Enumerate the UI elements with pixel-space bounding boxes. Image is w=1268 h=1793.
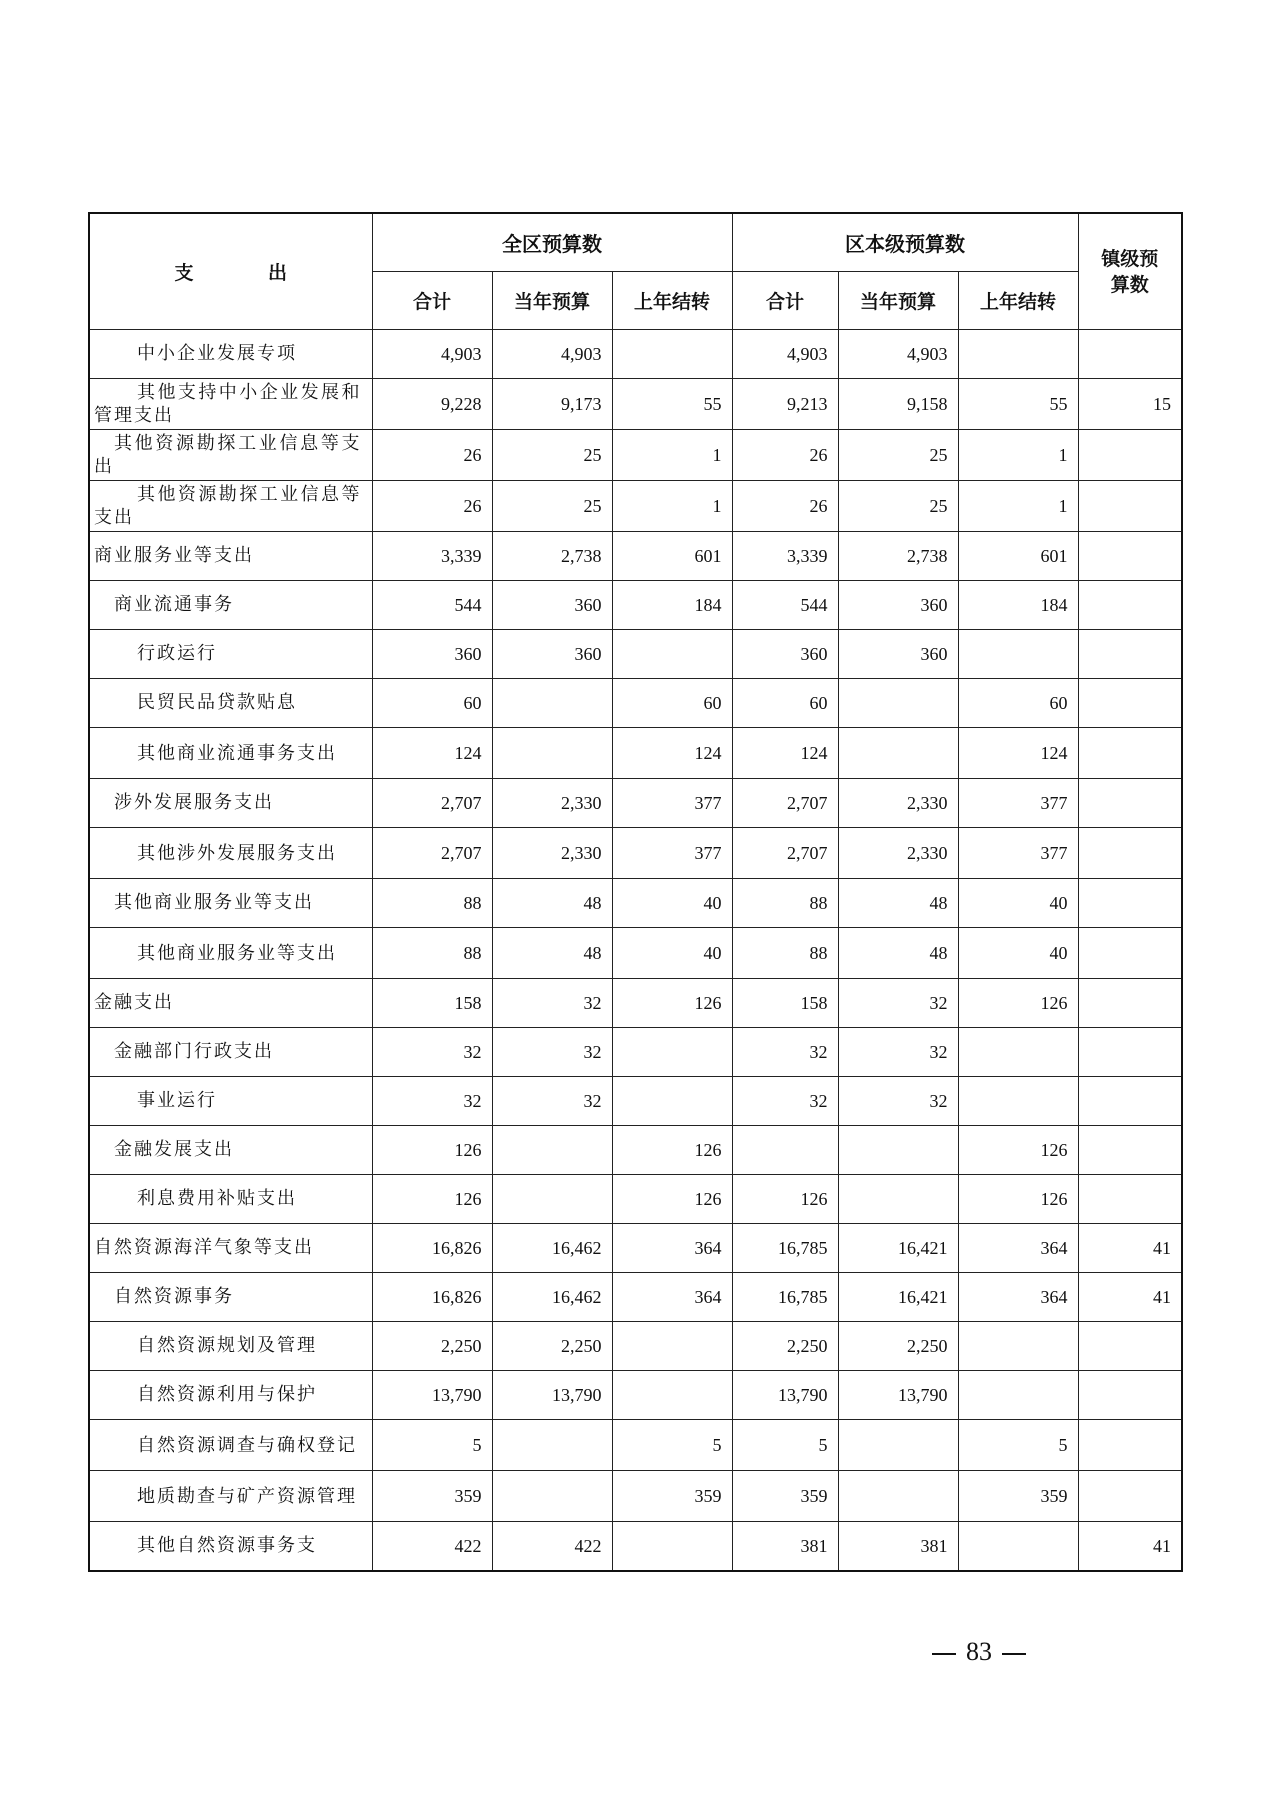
cell-district-total: 381 — [732, 1522, 838, 1572]
row-name: 其他资源勘探工业信息等支出 — [94, 433, 362, 477]
cell-district-carryover: 126 — [958, 979, 1078, 1028]
row-name-cell — [89, 1175, 372, 1224]
row-name: 其他涉外发展服务支出 — [137, 842, 337, 864]
cell-all-total: 88 — [372, 928, 492, 979]
cell-district-carryover: 126 — [958, 1175, 1078, 1224]
cell-district-current: 25 — [838, 430, 958, 481]
cell-district-carryover: 124 — [958, 728, 1078, 779]
cell-all-current — [492, 728, 612, 779]
cell-all-carryover: 1 — [612, 430, 732, 481]
cell-all-carryover: 5 — [612, 1420, 732, 1471]
cell-all-current: 48 — [492, 928, 612, 979]
cell-district-total: 2,250 — [732, 1322, 838, 1371]
cell-all-carryover: 184 — [612, 581, 732, 630]
cell-district-current: 48 — [838, 879, 958, 928]
cell-town-total — [1078, 779, 1182, 828]
cell-all-total: 360 — [372, 630, 492, 679]
col-header-all-carryover: 上年结转 — [612, 272, 732, 330]
cell-district-carryover: 1 — [958, 481, 1078, 532]
cell-district-total: 16,785 — [732, 1273, 838, 1322]
cell-district-current: 381 — [838, 1522, 958, 1572]
cell-district-total: 4,903 — [732, 330, 838, 379]
cell-all-total: 26 — [372, 481, 492, 532]
cell-district-total: 88 — [732, 879, 838, 928]
cell-all-current: 48 — [492, 879, 612, 928]
cell-district-total: 9,213 — [732, 379, 838, 430]
page-number: 83 — [966, 1637, 992, 1666]
row-name: 行政运行 — [137, 643, 217, 664]
table-row — [89, 379, 1182, 430]
table-row — [89, 1126, 1182, 1175]
cell-district-current: 32 — [838, 1028, 958, 1077]
cell-all-current: 32 — [492, 1028, 612, 1077]
cell-all-carryover: 377 — [612, 779, 732, 828]
cell-all-current — [492, 1175, 612, 1224]
cell-district-carryover: 40 — [958, 879, 1078, 928]
row-name: 其他商业服务业等支出 — [137, 942, 337, 964]
cell-district-carryover — [958, 330, 1078, 379]
cell-all-total: 4,903 — [372, 330, 492, 379]
cell-district-carryover — [958, 1028, 1078, 1077]
row-name: 中小企业发展专项 — [137, 343, 297, 364]
cell-all-total: 26 — [372, 430, 492, 481]
row-name-cell — [89, 1371, 372, 1420]
table-row — [89, 330, 1182, 379]
cell-town-total: 15 — [1078, 379, 1182, 430]
cell-district-total: 2,707 — [732, 828, 838, 879]
row-name-cell — [89, 1322, 372, 1371]
cell-all-total: 5 — [372, 1420, 492, 1471]
cell-district-current — [838, 1471, 958, 1522]
row-name-cell — [89, 1126, 372, 1175]
cell-all-carryover: 126 — [612, 1126, 732, 1175]
cell-all-current: 360 — [492, 630, 612, 679]
row-name-cell — [89, 1471, 372, 1522]
cell-district-total: 32 — [732, 1077, 838, 1126]
town-budget-header: 镇级预算数 — [1078, 213, 1182, 330]
table-row — [89, 879, 1182, 928]
cell-district-current: 13,790 — [838, 1371, 958, 1420]
cell-district-total: 13,790 — [732, 1371, 838, 1420]
dash-right — [1002, 1653, 1026, 1655]
cell-district-current: 360 — [838, 630, 958, 679]
table-row — [89, 1322, 1182, 1371]
group-header-all: 全区预算数 — [372, 213, 732, 272]
cell-all-current: 4,903 — [492, 330, 612, 379]
cell-town-total — [1078, 1371, 1182, 1420]
cell-district-carryover: 126 — [958, 1126, 1078, 1175]
cell-district-carryover — [958, 1077, 1078, 1126]
col-header-all-total: 合计 — [372, 272, 492, 330]
cell-district-total: 26 — [732, 481, 838, 532]
row-name-cell — [89, 1273, 372, 1322]
cell-all-carryover: 126 — [612, 979, 732, 1028]
cell-all-carryover: 40 — [612, 879, 732, 928]
cell-all-current: 16,462 — [492, 1224, 612, 1273]
cell-town-total — [1078, 979, 1182, 1028]
row-name: 其他支持中小企业发展和管理支出 — [94, 382, 362, 426]
table-row — [89, 979, 1182, 1028]
row-name: 其他资源勘探工业信息等支出 — [94, 484, 362, 528]
cell-all-total: 32 — [372, 1028, 492, 1077]
cell-all-total: 544 — [372, 581, 492, 630]
table-row — [89, 828, 1182, 879]
cell-town-total — [1078, 1322, 1182, 1371]
row-name: 地质勘查与矿产资源管理 — [137, 1485, 357, 1507]
cell-district-current — [838, 1175, 958, 1224]
cell-town-total — [1078, 630, 1182, 679]
cell-all-carryover: 364 — [612, 1273, 732, 1322]
cell-all-total: 16,826 — [372, 1273, 492, 1322]
row-name-cell — [89, 1522, 372, 1572]
cell-district-total: 88 — [732, 928, 838, 979]
cell-all-current: 2,330 — [492, 779, 612, 828]
row-name-cell — [89, 430, 372, 481]
cell-district-current: 2,330 — [838, 779, 958, 828]
cell-district-current: 2,250 — [838, 1322, 958, 1371]
cell-district-total: 60 — [732, 679, 838, 728]
cell-all-current: 32 — [492, 979, 612, 1028]
row-name: 利息费用补贴支出 — [137, 1188, 297, 1209]
cell-all-total: 126 — [372, 1126, 492, 1175]
cell-all-carryover: 40 — [612, 928, 732, 979]
cell-all-total: 2,250 — [372, 1322, 492, 1371]
cell-all-carryover — [612, 330, 732, 379]
row-name-cell — [89, 679, 372, 728]
table-row — [89, 481, 1182, 532]
cell-all-current: 32 — [492, 1077, 612, 1126]
row-name: 自然资源调查与确权登记 — [137, 1434, 357, 1456]
row-name-cell — [89, 928, 372, 979]
cell-district-carryover: 60 — [958, 679, 1078, 728]
cell-all-carryover: 124 — [612, 728, 732, 779]
row-name-cell — [89, 779, 372, 828]
cell-all-carryover: 55 — [612, 379, 732, 430]
cell-all-current — [492, 679, 612, 728]
cell-town-total — [1078, 430, 1182, 481]
row-name: 自然资源海洋气象等支出 — [94, 1237, 314, 1258]
cell-district-current: 360 — [838, 581, 958, 630]
row-name-cell — [89, 532, 372, 581]
cell-town-total — [1078, 1126, 1182, 1175]
cell-all-total: 2,707 — [372, 779, 492, 828]
cell-district-carryover — [958, 1322, 1078, 1371]
cell-district-current: 48 — [838, 928, 958, 979]
cell-all-current: 422 — [492, 1522, 612, 1572]
table-row — [89, 1224, 1182, 1273]
cell-district-total: 26 — [732, 430, 838, 481]
cell-town-total — [1078, 532, 1182, 581]
cell-all-current: 2,330 — [492, 828, 612, 879]
cell-all-current: 2,250 — [492, 1322, 612, 1371]
cell-district-carryover: 364 — [958, 1224, 1078, 1273]
cell-district-total: 158 — [732, 979, 838, 1028]
cell-district-current: 32 — [838, 1077, 958, 1126]
cell-all-current — [492, 1126, 612, 1175]
cell-district-total: 3,339 — [732, 532, 838, 581]
cell-all-total: 88 — [372, 879, 492, 928]
table-row — [89, 1371, 1182, 1420]
row-name: 其他商业流通事务支出 — [137, 742, 337, 764]
cell-town-total — [1078, 879, 1182, 928]
table-row — [89, 581, 1182, 630]
row-name-cell — [89, 1420, 372, 1471]
cell-all-carryover — [612, 1371, 732, 1420]
cell-all-carryover: 359 — [612, 1471, 732, 1522]
row-name: 其他商业服务业等支出 — [114, 892, 314, 913]
table-row — [89, 679, 1182, 728]
cell-town-total: 41 — [1078, 1522, 1182, 1572]
cell-district-current: 2,738 — [838, 532, 958, 581]
cell-district-carryover: 601 — [958, 532, 1078, 581]
cell-town-total — [1078, 928, 1182, 979]
cell-all-current: 13,790 — [492, 1371, 612, 1420]
table-row — [89, 779, 1182, 828]
cell-all-total: 13,790 — [372, 1371, 492, 1420]
table-row — [89, 928, 1182, 979]
row-name: 商业流通事务 — [114, 594, 234, 615]
table-row — [89, 1471, 1182, 1522]
cell-all-carryover — [612, 1028, 732, 1077]
cell-all-current: 25 — [492, 430, 612, 481]
cell-all-current — [492, 1471, 612, 1522]
cell-district-total: 544 — [732, 581, 838, 630]
row-name: 金融发展支出 — [114, 1139, 234, 1160]
cell-district-carryover: 55 — [958, 379, 1078, 430]
cell-all-total: 16,826 — [372, 1224, 492, 1273]
row-name: 自然资源利用与保护 — [137, 1384, 317, 1405]
row-name: 涉外发展服务支出 — [114, 792, 274, 813]
cell-all-carryover — [612, 1322, 732, 1371]
row-name-cell — [89, 379, 372, 430]
cell-all-current: 2,738 — [492, 532, 612, 581]
cell-district-current: 9,158 — [838, 379, 958, 430]
cell-town-total: 41 — [1078, 1273, 1182, 1322]
row-name-cell — [89, 481, 372, 532]
cell-all-total: 124 — [372, 728, 492, 779]
row-name: 金融支出 — [94, 992, 174, 1013]
table-row — [89, 532, 1182, 581]
col-header-district-current: 当年预算 — [838, 272, 958, 330]
cell-all-total: 3,339 — [372, 532, 492, 581]
cell-district-carryover — [958, 1371, 1078, 1420]
cell-all-carryover: 60 — [612, 679, 732, 728]
cell-all-total: 60 — [372, 679, 492, 728]
dash-left — [932, 1653, 956, 1655]
cell-district-total: 32 — [732, 1028, 838, 1077]
cell-all-current: 9,173 — [492, 379, 612, 430]
table-row — [89, 1522, 1182, 1572]
cell-all-carryover: 377 — [612, 828, 732, 879]
page-footer — [0, 1637, 1268, 1667]
cell-town-total — [1078, 1471, 1182, 1522]
table-row — [89, 1175, 1182, 1224]
cell-district-current: 32 — [838, 979, 958, 1028]
cell-district-total: 126 — [732, 1175, 838, 1224]
row-name: 民贸民品贷款贴息 — [137, 692, 297, 713]
cell-district-carryover — [958, 630, 1078, 679]
cell-all-carryover — [612, 630, 732, 679]
cell-town-total — [1078, 828, 1182, 879]
row-name-cell — [89, 979, 372, 1028]
row-name-cell — [89, 630, 372, 679]
row-name: 自然资源事务 — [114, 1286, 234, 1307]
table-row — [89, 1273, 1182, 1322]
table-row — [89, 1028, 1182, 1077]
cell-town-total — [1078, 1420, 1182, 1471]
cell-all-carryover: 364 — [612, 1224, 732, 1273]
cell-district-total — [732, 1126, 838, 1175]
cell-district-carryover — [958, 1522, 1078, 1572]
group-header-district: 区本级预算数 — [732, 213, 1078, 272]
col-header-district-total: 合计 — [732, 272, 838, 330]
cell-district-total: 16,785 — [732, 1224, 838, 1273]
table-row — [89, 728, 1182, 779]
cell-all-carryover — [612, 1522, 732, 1572]
table-row — [89, 1077, 1182, 1126]
cell-district-carryover: 377 — [958, 828, 1078, 879]
cell-district-current: 16,421 — [838, 1224, 958, 1273]
table-row — [89, 430, 1182, 481]
cell-town-total — [1078, 679, 1182, 728]
cell-all-total: 158 — [372, 979, 492, 1028]
cell-all-current: 25 — [492, 481, 612, 532]
row-name-cell — [89, 1224, 372, 1273]
cell-district-current — [838, 1420, 958, 1471]
cell-town-total — [1078, 330, 1182, 379]
cell-district-total: 124 — [732, 728, 838, 779]
cell-district-carryover: 364 — [958, 1273, 1078, 1322]
cell-all-carryover: 601 — [612, 532, 732, 581]
cell-district-carryover: 359 — [958, 1471, 1078, 1522]
cell-all-total: 32 — [372, 1077, 492, 1126]
table-body — [89, 330, 1182, 1572]
table-row — [89, 1420, 1182, 1471]
cell-district-carryover: 40 — [958, 928, 1078, 979]
cell-all-total: 9,228 — [372, 379, 492, 430]
cell-town-total — [1078, 481, 1182, 532]
cell-district-current — [838, 679, 958, 728]
cell-town-total: 41 — [1078, 1224, 1182, 1273]
cell-town-total — [1078, 1077, 1182, 1126]
cell-district-total: 5 — [732, 1420, 838, 1471]
cell-all-carryover — [612, 1077, 732, 1126]
cell-district-current — [838, 728, 958, 779]
cell-all-current — [492, 1420, 612, 1471]
cell-district-carryover: 184 — [958, 581, 1078, 630]
cell-all-total: 126 — [372, 1175, 492, 1224]
cell-district-total: 359 — [732, 1471, 838, 1522]
cell-district-carryover: 5 — [958, 1420, 1078, 1471]
cell-district-total: 2,707 — [732, 779, 838, 828]
cell-district-current: 2,330 — [838, 828, 958, 879]
row-name-cell — [89, 828, 372, 879]
cell-town-total — [1078, 1028, 1182, 1077]
cell-all-total: 359 — [372, 1471, 492, 1522]
cell-all-carryover: 126 — [612, 1175, 732, 1224]
row-name-cell — [89, 330, 372, 379]
row-name: 事业运行 — [137, 1090, 217, 1111]
row-name: 其他自然资源事务支 — [137, 1535, 317, 1556]
cell-all-total: 2,707 — [372, 828, 492, 879]
row-name-cell — [89, 1077, 372, 1126]
row-name-cell — [89, 728, 372, 779]
cell-town-total — [1078, 581, 1182, 630]
row-name-cell — [89, 1028, 372, 1077]
cell-district-carryover: 377 — [958, 779, 1078, 828]
cell-district-total: 360 — [732, 630, 838, 679]
cell-town-total — [1078, 1175, 1182, 1224]
col-header-all-current: 当年预算 — [492, 272, 612, 330]
subject-header: 支 出 — [89, 213, 372, 330]
cell-district-current: 4,903 — [838, 330, 958, 379]
col-header-district-carryover: 上年结转 — [958, 272, 1078, 330]
cell-all-carryover: 1 — [612, 481, 732, 532]
cell-town-total — [1078, 728, 1182, 779]
cell-district-current: 16,421 — [838, 1273, 958, 1322]
table-row — [89, 630, 1182, 679]
budget-table — [88, 212, 1183, 1572]
row-name-cell — [89, 879, 372, 928]
cell-district-carryover: 1 — [958, 430, 1078, 481]
cell-all-total: 422 — [372, 1522, 492, 1572]
row-name: 金融部门行政支出 — [114, 1041, 274, 1062]
row-name: 商业服务业等支出 — [94, 545, 254, 566]
row-name-cell — [89, 581, 372, 630]
row-name: 自然资源规划及管理 — [137, 1335, 317, 1356]
cell-district-current — [838, 1126, 958, 1175]
cell-district-current: 25 — [838, 481, 958, 532]
cell-all-current: 16,462 — [492, 1273, 612, 1322]
cell-all-current: 360 — [492, 581, 612, 630]
